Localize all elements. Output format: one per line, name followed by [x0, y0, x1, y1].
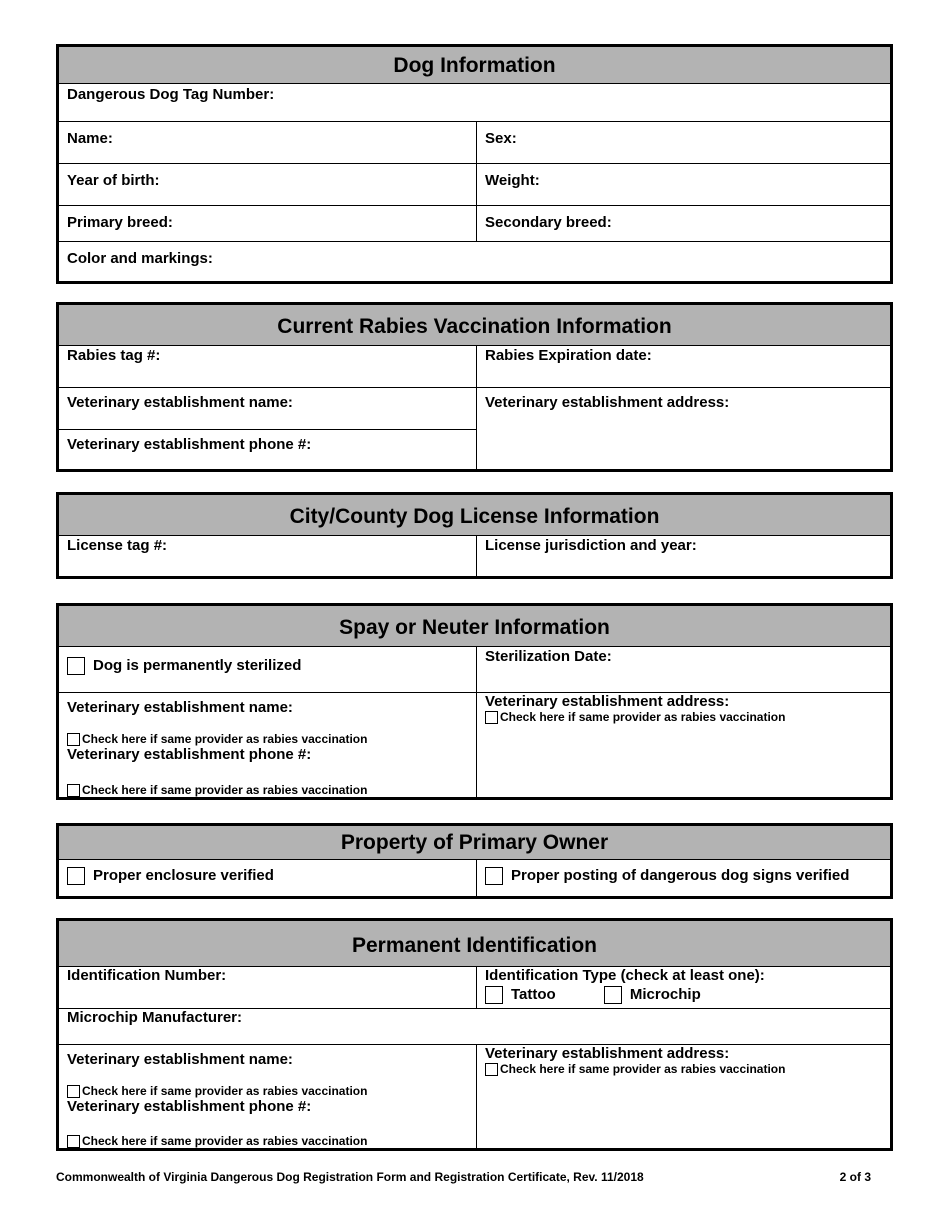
- perm-vet-address-field[interactable]: Veterinary establishment address:: [485, 1045, 730, 1062]
- same-provider-label: Check here if same provider as rabies vaccination: [82, 731, 368, 746]
- microchip-label: Microchip: [629, 986, 701, 1003]
- secondary-breed-field[interactable]: Secondary breed:: [485, 214, 612, 231]
- signs-checkbox[interactable]: [485, 867, 503, 885]
- year-of-birth-field[interactable]: Year of birth:: [59, 164, 477, 205]
- same-provider-label: Check here if same provider as rabies vaccination: [82, 1133, 368, 1148]
- same-provider-checkbox[interactable]: [67, 784, 80, 797]
- color-markings-field[interactable]: Color and markings:: [67, 250, 213, 267]
- rabies-expiration-field[interactable]: Rabies Expiration date:: [485, 347, 652, 364]
- sterilized-label: Dog is permanently sterilized: [93, 657, 302, 674]
- same-provider-label: Check here if same provider as rabies vaccination: [500, 710, 786, 724]
- same-provider-label: Check here if same provider as rabies vaccination: [82, 782, 368, 797]
- page-footer: [56, 1170, 871, 1184]
- rabies-section: [56, 302, 893, 472]
- microchip-manufacturer-field[interactable]: Microchip Manufacturer:: [67, 1009, 243, 1026]
- section-title: Spay or Neuter Information: [59, 606, 890, 647]
- section-title: Dog Information: [59, 47, 890, 84]
- same-provider-checkbox[interactable]: [485, 711, 498, 724]
- name-field[interactable]: Name:: [59, 122, 477, 163]
- footer-form-title: Commonwealth of Virginia Dangerous Dog Registration Form and Registration Certificate, Rev. 11/2018: [56, 1170, 644, 1184]
- vet-phone-field[interactable]: Veterinary establishment phone #:: [59, 429, 476, 469]
- enclosure-checkbox[interactable]: [67, 867, 85, 885]
- same-provider-checkbox[interactable]: [67, 733, 80, 746]
- rabies-tag-field[interactable]: Rabies tag #:: [59, 346, 477, 387]
- license-jurisdiction-field[interactable]: License jurisdiction and year:: [485, 537, 697, 554]
- dog-information-section: [56, 44, 893, 284]
- weight-field[interactable]: Weight:: [485, 172, 540, 189]
- license-tag-field[interactable]: License tag #:: [59, 536, 477, 576]
- spay-vet-name-field[interactable]: Veterinary establishment name:: [67, 699, 293, 716]
- id-type-label: Identification Type (check at least one):: [485, 967, 765, 984]
- spay-vet-phone-field[interactable]: Veterinary establishment phone #:: [67, 746, 312, 763]
- same-provider-checkbox[interactable]: [67, 1085, 80, 1098]
- perm-vet-name-field[interactable]: Veterinary establishment name:: [67, 1051, 293, 1068]
- microchip-checkbox[interactable]: [604, 986, 622, 1004]
- perm-vet-phone-field[interactable]: Veterinary establishment phone #:: [67, 1098, 312, 1115]
- same-provider-checkbox[interactable]: [485, 1063, 498, 1076]
- spay-vet-address-field[interactable]: Veterinary establishment address:: [485, 693, 730, 710]
- tag-number-field[interactable]: Dangerous Dog Tag Number:: [67, 86, 275, 103]
- section-title: Permanent Identification: [59, 921, 890, 967]
- same-provider-label: Check here if same provider as rabies vaccination: [500, 1062, 786, 1076]
- enclosure-label: Proper enclosure verified: [93, 867, 274, 884]
- permanent-id-section: [56, 918, 893, 1151]
- tattoo-label: Tattoo: [511, 986, 556, 1003]
- vet-address-field[interactable]: Veterinary establishment address:: [485, 394, 730, 411]
- vet-name-field[interactable]: Veterinary establishment name:: [67, 394, 293, 411]
- tattoo-checkbox[interactable]: [485, 986, 503, 1004]
- id-number-field[interactable]: Identification Number:: [59, 967, 477, 1008]
- license-section: [56, 492, 893, 579]
- section-title: Property of Primary Owner: [59, 826, 890, 860]
- signs-label: Proper posting of dangerous dog signs verified: [511, 867, 850, 884]
- section-title: Current Rabies Vaccination Information: [59, 305, 890, 346]
- page-number: 2 of 3: [839, 1170, 871, 1184]
- property-section: [56, 823, 893, 899]
- section-title: City/County Dog License Information: [59, 495, 890, 536]
- sterilization-date-field[interactable]: Sterilization Date:: [485, 648, 612, 665]
- sex-field[interactable]: Sex:: [485, 130, 517, 147]
- sterilized-checkbox[interactable]: [67, 657, 85, 675]
- same-provider-checkbox[interactable]: [67, 1135, 80, 1148]
- spay-neuter-section: [56, 603, 893, 800]
- primary-breed-field[interactable]: Primary breed:: [59, 206, 477, 241]
- same-provider-label: Check here if same provider as rabies vaccination: [82, 1083, 368, 1098]
